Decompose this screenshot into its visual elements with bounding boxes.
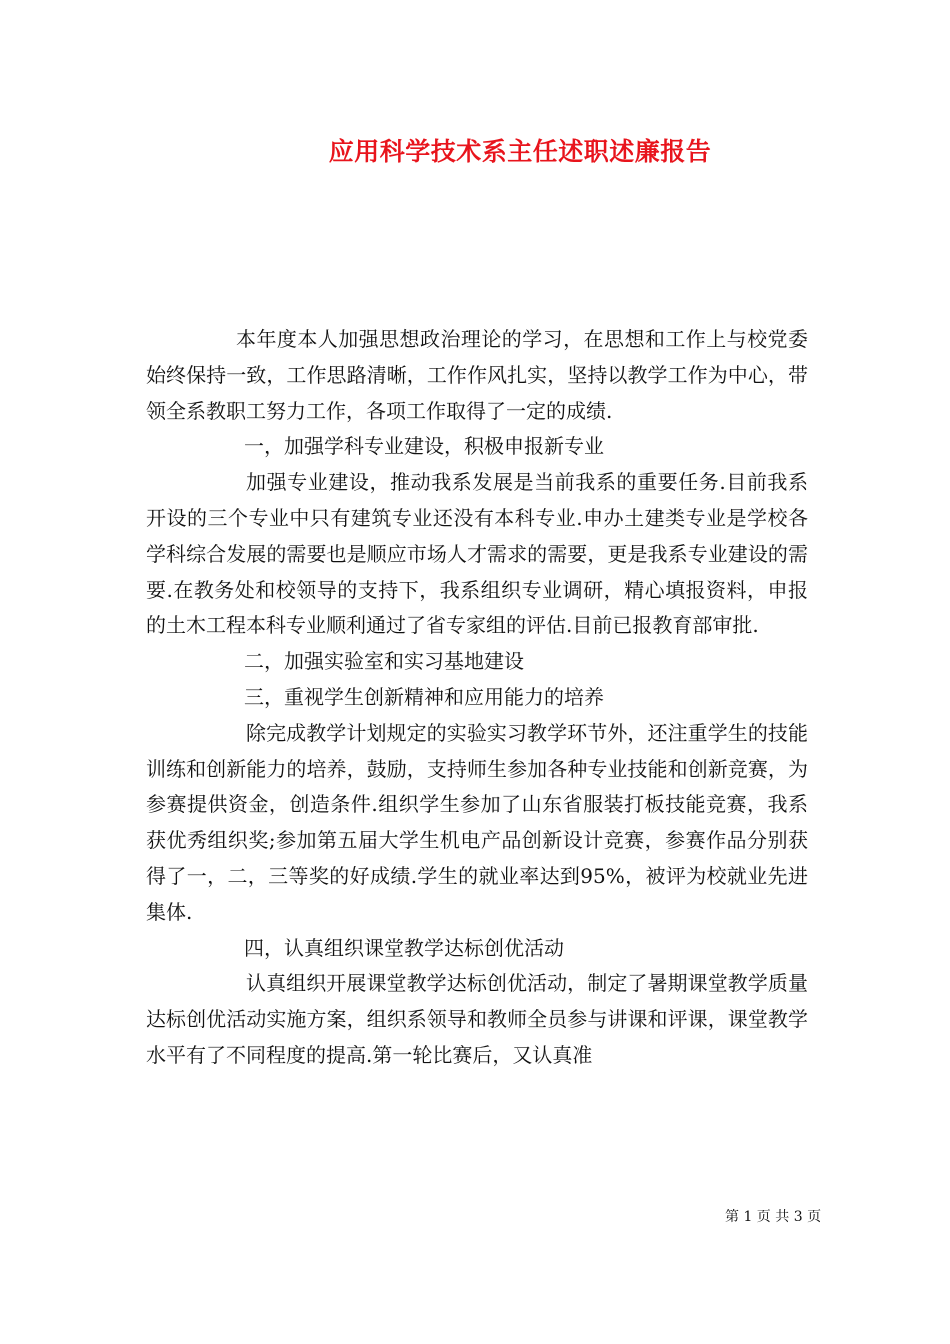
- section-heading-2: 二，加强实验室和实习基地建设: [244, 649, 524, 674]
- document-body: [146, 322, 808, 1074]
- section-heading-4: 四，认真组织课堂教学达标创优活动: [244, 935, 564, 960]
- paragraph-section-1: 加强专业建设，推动我系发展是当前我系的重要任务.目前我系开设的三个专业中只有建筑专业还没有本科专业.申办土建类专业是学校各学科综合发展的需要也是顺应市场人才需求的需要，更是我系专业建设的需要.在教务处和校领导的支持下，我系组织专业调研，精心填报资料，申报的土木工程本科专业顺利通过了省专家组的评估.目前已报教育部审批.: [146, 470, 808, 638]
- document-title: 应用科学技术系主任述职述廉报告: [328, 137, 712, 166]
- page-number-footer: 第 1 页 共 3 页: [725, 1209, 822, 1225]
- paragraph-intro: 本年度本人加强思想政治理论的学习，在思想和工作上与校党委始终保持一致，工作思路清晰，工作作风扎实，坚持以教学工作为中心，带领全系教职工努力工作，各项工作取得了一定的成绩.: [146, 327, 808, 423]
- paragraph-section-4: 认真组织开展课堂教学达标创优活动，制定了暑期课堂教学质量达标创优活动实施方案，组织系领导和教师全员参与讲课和评课，课堂教学水平有了不同程度的提高.第一轮比赛后，又认真准: [146, 971, 808, 1067]
- paragraph-section-3: 除完成教学计划规定的实验实习教学环节外，还注重学生的技能训练和创新能力的培养，鼓励，支持师生参加各种专业技能和创新竞赛，为参赛提供资金，创造条件.组织学生参加了山东省服装打板技能竞赛，我系获优秀组织奖;参加第五届大学生机电产品创新设计竞赛，参赛作品分别获得了一，二，三等奖的好成绩.学生的就业率达到95%，被评为校就业先进集体.: [146, 720, 808, 924]
- section-heading-3: 三，重视学生创新精神和应用能力的培养: [244, 684, 604, 709]
- section-heading-1: 一，加强学科专业建设，积极申报新专业: [244, 434, 604, 459]
